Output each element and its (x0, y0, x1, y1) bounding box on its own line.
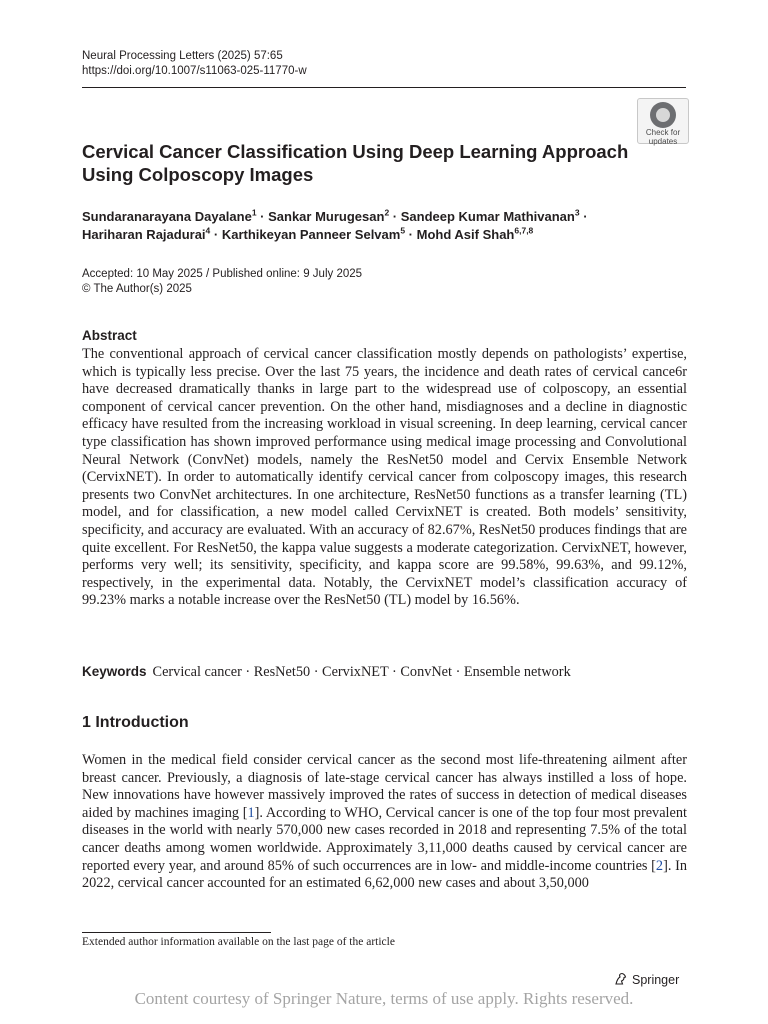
publication-dates (82, 267, 362, 297)
badge-line-2: updates (648, 136, 678, 146)
journal-citation: Neural Processing Letters (2025) 57:65 (82, 50, 283, 62)
author-name[interactable]: Karthikeyan Panneer Selvam (221, 227, 401, 242)
author-affiliation: 5 (400, 225, 406, 236)
author-affiliation: 6,7,8 (514, 225, 534, 236)
publisher-name: Springer (632, 973, 680, 987)
article-title: Cervical Cancer Classification Using Deep Learning Approach Using Colposcopy Images (82, 141, 629, 185)
intro-text-part: ]. In 2022, cervical cancer accounted for an estimated 6,62,000 new cases and about 3,50,000 (82, 857, 687, 892)
author-affiliation: 4 (205, 225, 211, 236)
citation-link[interactable]: 1 (247, 804, 255, 821)
doi-link[interactable]: https://doi.org/10.1007/s11063-025-11770-w (82, 65, 307, 77)
author-name[interactable]: Hariharan Rajadurai (82, 227, 206, 242)
footnote-divider (82, 932, 271, 933)
author-name[interactable]: Sankar Murugesan (268, 209, 385, 224)
publisher-logo (614, 972, 679, 988)
springer-horse-icon (614, 972, 628, 986)
copyright-line: © The Author(s) 2025 (82, 283, 192, 295)
intro-text-part: ]. According to WHO, Cervical cancer is one of the top four most prevalent diseases in the world with nearly 570,000 new cases recorded in 2018 and representing 7.5% of the total cancer deaths among women worldwide. Approximately 3,11,000 deaths caused by cervical cancer are reported every year, and around 85% of such occurrences are in low- and middle-income countries [ (82, 804, 687, 874)
check-for-updates-badge[interactable] (637, 98, 689, 144)
courtesy-notice: Content courtesy of Springer Nature, terms of use apply. Rights reserved. (134, 989, 634, 1008)
abstract-heading: Abstract (82, 328, 137, 343)
author-separator: · (405, 227, 417, 242)
author-name[interactable]: Sandeep Kumar Mathivanan (400, 209, 575, 224)
keywords-list: Cervical cancer · ResNet50 · CervixNET · ConvNet · Ensemble network (152, 664, 571, 680)
author-affiliation: 2 (384, 207, 390, 218)
intro-text-part: Women in the medical field consider cervical cancer as the second most life-threatening ailment after breast cancer. Previously, a diagnosis of late-stage cervical cancer has always instilled a loss of hope. New innovations have however massively improved the rates of success in detection of medical diseases aided by machines imaging [ (82, 752, 687, 821)
author-separator: · (389, 209, 401, 224)
header-divider (82, 87, 686, 88)
check-for-updates-icon (650, 102, 676, 128)
author-affiliation: 3 (574, 207, 580, 218)
author-affiliation: 1 (251, 207, 257, 218)
citation-link[interactable]: 2 (655, 857, 664, 874)
author-separator: · (579, 209, 588, 224)
section-heading-introduction: 1 Introduction (82, 714, 189, 731)
author-separator: · (256, 209, 269, 224)
keywords-label: Keywords (82, 664, 147, 679)
abstract-body: The conventional approach of cervical cancer classification mostly depends on pathologists’ expertise, which is typically less precise. Over the last 75 years, the incidence and death rates of cervical cance6r have decreased dramatically thanks in large part to the widespread use of colposcopy, an essential component of cervical cancer prevention. On the other hand, misdiagnoses and a decline in diagnostic efficacy have resulted from the increasing workload in visual screening. In deep learning, cervical cancer type classification has shown improved performance using medical image processing and Convolutional Neural Network (ConvNet) models, namely the ResNet50 model and Cervix Ensemble Network (CervixNET). In order to automatically identify cervical cancer from colposcopy images, this research presents two ConvNet architectures. In one architecture, ResNet50 functions as a transfer learning (TL) model, and for classification, a new model called CervixNET is created. Both models’ sensitivity, specificity, and accuracy are evaluated. With an accuracy of 82.67%, ResNet50 produces findings that are quite excellent. For ResNet50, the kappa value suggests a moderate categorization. CervixNET, however, performs very well; its sensitivity, specificity, and kappa score are 99.58%, 99.63%, and 99.12%, respectively, in the experimental data. Notably, the CervixNET model’s classification accuracy of 99.23% marks a notable increase over the ResNet50 (TL) model by 16.56%. (82, 346, 687, 609)
author-separator: · (210, 227, 222, 242)
footnote: Extended author information available on the last page of the article (82, 936, 395, 948)
badge-line-1: Check for (645, 128, 681, 137)
keywords-line (82, 663, 571, 681)
introduction-body (82, 752, 687, 893)
author-name[interactable]: Sundaranarayana Dayalane (82, 209, 252, 224)
author-list (82, 208, 692, 244)
author-name[interactable]: Mohd Asif Shah (416, 227, 515, 242)
journal-header (82, 49, 307, 79)
accepted-published-line: Accepted: 10 May 2025 / Published online: 9 July 2025 (82, 268, 363, 280)
